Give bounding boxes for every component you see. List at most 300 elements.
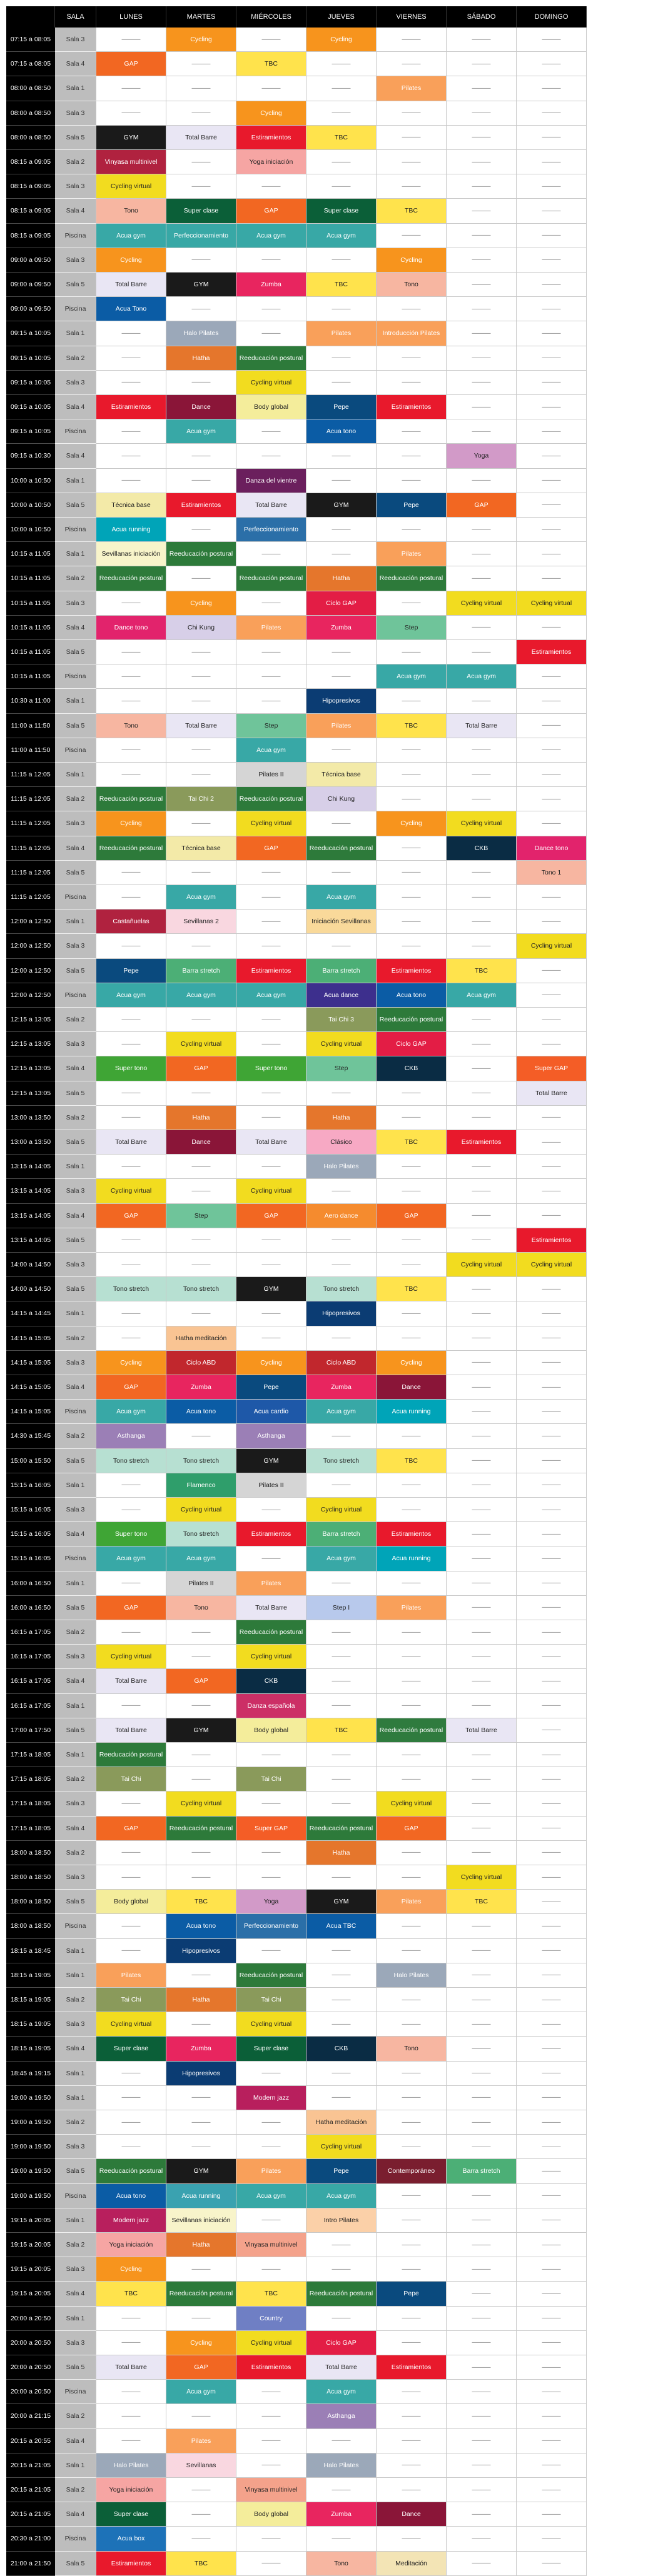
class-cell: Vinyasa multinivel — [96, 150, 166, 174]
time-slot: 16:00 a 16:50 — [6, 1571, 55, 1596]
time-slot: 15:15 a 16:05 — [6, 1522, 55, 1546]
empty-cell: ——— — [517, 787, 587, 811]
class-cell: Acua gym — [306, 1546, 377, 1571]
class-cell: GAP — [166, 1056, 236, 1081]
empty-cell: ——— — [447, 1351, 517, 1375]
empty-cell: ——— — [377, 2233, 447, 2257]
class-cell: TBC — [377, 1130, 447, 1155]
class-cell: Tono stretch — [306, 1449, 377, 1473]
class-cell: Pilates II — [236, 763, 306, 787]
empty-cell: ——— — [517, 1449, 587, 1473]
time-slot: 16:15 a 17:05 — [6, 1645, 55, 1669]
room-label: Sala 3 — [55, 2135, 96, 2159]
empty-cell: ——— — [306, 371, 377, 395]
empty-cell: ——— — [517, 1890, 587, 1914]
time-slot: 08:00 a 08:50 — [6, 76, 55, 101]
class-cell: Cycling — [166, 28, 236, 52]
empty-cell: ——— — [236, 1008, 306, 1032]
empty-cell: ——— — [306, 1253, 377, 1277]
empty-cell: ——— — [306, 2257, 377, 2282]
room-label: Sala 4 — [55, 2502, 96, 2527]
time-slot: 09:15 a 10:30 — [6, 444, 55, 468]
class-cell: GYM — [306, 493, 377, 518]
empty-cell: ——— — [306, 2086, 377, 2110]
class-cell: Total Barre — [96, 1130, 166, 1155]
empty-cell: ——— — [306, 2233, 377, 2257]
empty-cell: ——— — [166, 763, 236, 787]
empty-cell: ——— — [377, 52, 447, 76]
empty-cell: ——— — [96, 1571, 166, 1596]
time-slot: 20:15 a 21:05 — [6, 2502, 55, 2527]
time-slot: 11:15 a 12:05 — [6, 861, 55, 885]
room-label: Piscina — [55, 1400, 96, 1424]
room-label: Sala 2 — [55, 566, 96, 591]
empty-cell: ——— — [166, 861, 236, 885]
class-cell: Reeducación postural — [236, 1620, 306, 1645]
empty-cell: ——— — [377, 126, 447, 150]
class-cell: Pilates — [377, 542, 447, 566]
empty-cell: ——— — [236, 885, 306, 910]
class-cell: Cycling — [96, 248, 166, 273]
empty-cell: ——— — [96, 321, 166, 346]
empty-cell: ——— — [306, 1963, 377, 1988]
room-label: Sala 2 — [55, 346, 96, 371]
empty-cell: ——— — [96, 28, 166, 52]
empty-cell: ——— — [166, 1228, 236, 1253]
class-cell: Asthanga — [96, 1424, 166, 1448]
class-cell: Step — [377, 616, 447, 640]
class-cell: Barra stretch — [306, 959, 377, 983]
class-cell: Pilates — [377, 1596, 447, 1620]
empty-cell: ——— — [447, 1522, 517, 1546]
class-cell: Tono — [377, 273, 447, 297]
class-cell: Reeducación postural — [166, 1817, 236, 1841]
class-cell: Total Barre — [96, 273, 166, 297]
class-cell: Reeducación postural — [166, 542, 236, 566]
class-cell: Pilates — [236, 616, 306, 640]
class-cell: Modern jazz — [236, 2086, 306, 2110]
empty-cell: ——— — [166, 52, 236, 76]
class-cell: Tono stretch — [306, 1277, 377, 1301]
time-slot: 08:00 a 08:50 — [6, 101, 55, 126]
empty-cell: ——— — [96, 1081, 166, 1106]
class-cell: Pilates — [96, 1963, 166, 1988]
header-day: VIERNES — [377, 6, 447, 28]
time-slot: 10:15 a 11:05 — [6, 616, 55, 640]
room-label: Sala 4 — [55, 2429, 96, 2453]
time-slot: 11:00 a 11:50 — [6, 738, 55, 763]
empty-cell: ——— — [447, 2552, 517, 2576]
room-label: Sala 3 — [55, 2012, 96, 2037]
room-label: Sala 5 — [55, 1449, 96, 1473]
empty-cell: ——— — [96, 664, 166, 689]
class-cell: Cycling virtual — [166, 1032, 236, 1056]
empty-cell: ——— — [447, 150, 517, 174]
empty-cell: ——— — [306, 2012, 377, 2037]
empty-cell: ——— — [166, 1081, 236, 1106]
empty-cell: ——— — [447, 2282, 517, 2306]
class-cell: Super tono — [96, 1056, 166, 1081]
time-slot: 17:15 a 18:05 — [6, 1792, 55, 1816]
empty-cell: ——— — [96, 1914, 166, 1938]
room-label: Sala 5 — [55, 273, 96, 297]
class-cell: Cycling virtual — [166, 1498, 236, 1522]
class-cell: GAP — [96, 1596, 166, 1620]
room-label: Sala 3 — [55, 174, 96, 199]
empty-cell: ——— — [306, 297, 377, 321]
empty-cell: ——— — [377, 1988, 447, 2012]
time-slot: 13:15 a 14:05 — [6, 1204, 55, 1228]
class-cell: Castañuelas — [96, 910, 166, 934]
empty-cell: ——— — [517, 566, 587, 591]
empty-cell: ——— — [377, 2257, 447, 2282]
empty-cell: ——— — [236, 542, 306, 566]
empty-cell: ——— — [447, 1988, 517, 2012]
header-day: JUEVES — [306, 6, 377, 28]
empty-cell: ——— — [447, 763, 517, 787]
class-cell: GYM — [236, 1277, 306, 1301]
class-cell: Zumba — [236, 273, 306, 297]
class-cell: Zumba — [166, 2037, 236, 2061]
time-slot: 08:15 a 09:05 — [6, 224, 55, 248]
class-cell: Hatha — [166, 2233, 236, 2257]
class-cell: CKB — [377, 1056, 447, 1081]
empty-cell: ——— — [447, 419, 517, 444]
class-cell: Técnica base — [166, 836, 236, 861]
empty-cell: ——— — [517, 1743, 587, 1767]
room-label: Piscina — [55, 224, 96, 248]
empty-cell: ——— — [517, 2453, 587, 2478]
time-slot: 14:15 a 15:05 — [6, 1326, 55, 1351]
class-cell: Estiramientos — [517, 640, 587, 664]
empty-cell: ——— — [306, 469, 377, 493]
class-schedule-table — [6, 6, 652, 2567]
class-cell: Cycling virtual — [236, 371, 306, 395]
empty-cell: ——— — [377, 1228, 447, 1253]
class-cell: Total Barre — [236, 1130, 306, 1155]
empty-cell: ——— — [306, 2478, 377, 2502]
empty-cell: ——— — [377, 2135, 447, 2159]
empty-cell: ——— — [447, 1767, 517, 1792]
class-cell: Body global — [236, 2502, 306, 2527]
class-cell: Hatha — [306, 1841, 377, 1865]
room-label: Sala 5 — [55, 959, 96, 983]
class-cell: TBC — [377, 199, 447, 223]
empty-cell: ——— — [447, 199, 517, 223]
empty-cell: ——— — [96, 2062, 166, 2086]
class-cell: Reeducación postural — [96, 787, 166, 811]
empty-cell: ——— — [306, 1767, 377, 1792]
empty-cell: ——— — [517, 1546, 587, 1571]
empty-cell: ——— — [447, 2110, 517, 2135]
room-label: Sala 5 — [55, 1718, 96, 1743]
empty-cell: ——— — [236, 2453, 306, 2478]
class-cell: Estiramientos — [517, 1228, 587, 1253]
empty-cell: ——— — [166, 518, 236, 542]
empty-cell: ——— — [447, 2037, 517, 2061]
class-cell: TBC — [306, 1718, 377, 1743]
empty-cell: ——— — [447, 542, 517, 566]
empty-cell: ——— — [96, 76, 166, 101]
room-label: Piscina — [55, 738, 96, 763]
empty-cell: ——— — [517, 321, 587, 346]
empty-cell: ——— — [96, 885, 166, 910]
empty-cell: ——— — [236, 174, 306, 199]
class-cell: Sevillanas — [166, 2453, 236, 2478]
empty-cell: ——— — [236, 1155, 306, 1179]
room-label: Sala 3 — [55, 371, 96, 395]
room-label: Piscina — [55, 2527, 96, 2551]
empty-cell: ——— — [447, 1743, 517, 1767]
empty-cell: ——— — [377, 1179, 447, 1203]
time-slot: 19:15 a 20:05 — [6, 2282, 55, 2306]
empty-cell: ——— — [306, 664, 377, 689]
empty-cell: ——— — [166, 738, 236, 763]
time-slot: 12:15 a 13:05 — [6, 1081, 55, 1106]
room-label: Sala 4 — [55, 616, 96, 640]
empty-cell: ——— — [236, 2110, 306, 2135]
empty-cell: ——— — [166, 1767, 236, 1792]
class-cell: Halo Pilates — [377, 1963, 447, 1988]
empty-cell: ——— — [377, 934, 447, 958]
empty-cell: ——— — [447, 1400, 517, 1424]
class-cell: Reeducación postural — [306, 2282, 377, 2306]
empty-cell: ——— — [517, 199, 587, 223]
empty-cell: ——— — [377, 150, 447, 174]
class-cell: TBC — [236, 2282, 306, 2306]
class-cell: Yoga — [236, 1890, 306, 1914]
empty-cell: ——— — [377, 2404, 447, 2428]
empty-cell: ——— — [517, 983, 587, 1008]
class-cell: Cycling virtual — [96, 1179, 166, 1203]
class-cell: Hatha meditación — [306, 2110, 377, 2135]
empty-cell: ——— — [377, 2012, 447, 2037]
class-cell: Acua gym — [377, 664, 447, 689]
time-slot: 10:30 a 11:00 — [6, 689, 55, 713]
empty-cell: ——— — [447, 2527, 517, 2551]
empty-cell: ——— — [517, 371, 587, 395]
class-cell: Acua gym — [306, 2380, 377, 2404]
room-label: Sala 2 — [55, 2233, 96, 2257]
empty-cell: ——— — [306, 444, 377, 468]
class-cell: Super tono — [236, 1056, 306, 1081]
class-cell: Estiramientos — [96, 2552, 166, 2576]
room-label: Sala 1 — [55, 1939, 96, 1963]
room-label: Sala 1 — [55, 1571, 96, 1596]
class-cell: Tai Chi — [236, 1767, 306, 1792]
class-cell: Reeducación postural — [96, 1743, 166, 1767]
room-label: Sala 3 — [55, 811, 96, 836]
empty-cell: ——— — [236, 28, 306, 52]
empty-cell: ——— — [166, 934, 236, 958]
empty-cell: ——— — [96, 1326, 166, 1351]
class-cell: Cycling virtual — [96, 2012, 166, 2037]
empty-cell: ——— — [96, 371, 166, 395]
empty-cell: ——— — [447, 1792, 517, 1816]
class-cell: Total Barre — [447, 1718, 517, 1743]
time-slot: 10:00 a 10:50 — [6, 469, 55, 493]
room-label: Sala 1 — [55, 1694, 96, 1718]
empty-cell: ——— — [377, 1694, 447, 1718]
empty-cell: ——— — [166, 1963, 236, 1988]
room-label: Sala 5 — [55, 2552, 96, 2576]
class-cell: Cycling — [377, 811, 447, 836]
class-cell: Acua dance — [306, 983, 377, 1008]
empty-cell: ——— — [517, 1130, 587, 1155]
room-label: Sala 1 — [55, 1473, 96, 1498]
room-label: Sala 3 — [55, 1253, 96, 1277]
time-slot: 13:00 a 13:50 — [6, 1106, 55, 1130]
empty-cell: ——— — [236, 910, 306, 934]
class-cell: Total Barre — [166, 714, 236, 738]
class-cell: Cycling — [166, 591, 236, 616]
empty-cell: ——— — [517, 1817, 587, 1841]
class-cell: Pepe — [306, 2159, 377, 2183]
empty-cell: ——— — [96, 591, 166, 616]
empty-cell: ——— — [166, 150, 236, 174]
class-cell: Cycling virtual — [96, 174, 166, 199]
empty-cell: ——— — [377, 346, 447, 371]
class-cell: Acua gym — [306, 885, 377, 910]
empty-cell: ——— — [377, 1155, 447, 1179]
empty-cell: ——— — [166, 2404, 236, 2428]
class-cell: Tono stretch — [166, 1277, 236, 1301]
empty-cell: ——— — [306, 1424, 377, 1448]
class-cell: Cycling — [377, 248, 447, 273]
time-slot: 12:00 a 12:50 — [6, 910, 55, 934]
empty-cell: ——— — [447, 1228, 517, 1253]
empty-cell: ——— — [96, 1620, 166, 1645]
class-cell: Cycling — [306, 28, 377, 52]
room-label: Sala 3 — [55, 248, 96, 273]
time-slot: 07:15 a 08:05 — [6, 28, 55, 52]
class-cell: Sevillanas iniciación — [96, 542, 166, 566]
empty-cell: ——— — [236, 1081, 306, 1106]
class-cell: Cycling virtual — [377, 1792, 447, 1816]
time-slot: 13:15 a 14:05 — [6, 1228, 55, 1253]
class-cell: Clásico — [306, 1130, 377, 1155]
class-cell: Step — [236, 714, 306, 738]
empty-cell: ——— — [447, 371, 517, 395]
time-slot: 17:15 a 18:05 — [6, 1817, 55, 1841]
empty-cell: ——— — [166, 2527, 236, 2551]
empty-cell: ——— — [447, 2257, 517, 2282]
empty-cell: ——— — [447, 76, 517, 101]
empty-cell: ——— — [447, 2380, 517, 2404]
empty-cell: ——— — [517, 1204, 587, 1228]
empty-cell: ——— — [447, 1817, 517, 1841]
class-cell: TBC — [166, 1890, 236, 1914]
room-label: Sala 1 — [55, 2086, 96, 2110]
empty-cell: ——— — [517, 395, 587, 419]
empty-cell: ——— — [306, 738, 377, 763]
empty-cell: ——— — [306, 1228, 377, 1253]
time-slot: 16:15 a 17:05 — [6, 1620, 55, 1645]
empty-cell: ——— — [306, 1081, 377, 1106]
empty-cell: ——— — [96, 689, 166, 713]
room-label: Sala 1 — [55, 1963, 96, 1988]
empty-cell: ——— — [517, 493, 587, 518]
empty-cell: ——— — [377, 518, 447, 542]
empty-cell: ——— — [447, 910, 517, 934]
empty-cell: ——— — [96, 1008, 166, 1032]
empty-cell: ——— — [377, 1743, 447, 1767]
class-cell: TBC — [166, 2552, 236, 2576]
empty-cell: ——— — [517, 959, 587, 983]
empty-cell: ——— — [236, 689, 306, 713]
class-cell: Flamenco — [166, 1473, 236, 1498]
empty-cell: ——— — [517, 1792, 587, 1816]
class-cell: Cycling virtual — [306, 1032, 377, 1056]
empty-cell: ——— — [377, 836, 447, 861]
time-slot: 09:15 a 10:05 — [6, 346, 55, 371]
empty-cell: ——— — [377, 1326, 447, 1351]
header-day: MARTES — [166, 6, 236, 28]
class-cell: Zumba — [306, 1375, 377, 1400]
header-time — [6, 6, 55, 28]
time-slot: 16:15 a 17:05 — [6, 1669, 55, 1693]
room-label: Sala 3 — [55, 934, 96, 958]
empty-cell: ——— — [377, 469, 447, 493]
class-cell: Pilates — [166, 2429, 236, 2453]
room-label: Sala 1 — [55, 469, 96, 493]
empty-cell: ——— — [166, 444, 236, 468]
class-cell: Tai Chi 2 — [166, 787, 236, 811]
time-slot: 09:15 a 10:05 — [6, 419, 55, 444]
class-cell: Danza española — [236, 1694, 306, 1718]
empty-cell: ——— — [96, 2135, 166, 2159]
class-cell: Cycling virtual — [517, 934, 587, 958]
empty-cell: ——— — [166, 469, 236, 493]
empty-cell: ——— — [96, 2307, 166, 2331]
time-slot: 18:00 a 18:50 — [6, 1914, 55, 1938]
empty-cell: ——— — [517, 2527, 587, 2551]
empty-cell: ——— — [447, 346, 517, 371]
room-label: Sala 4 — [55, 444, 96, 468]
empty-cell: ——— — [517, 444, 587, 468]
empty-cell: ——— — [447, 1473, 517, 1498]
room-label: Sala 1 — [55, 2453, 96, 2478]
class-cell: Perfeccionamiento — [166, 224, 236, 248]
empty-cell: ——— — [517, 2062, 587, 2086]
empty-cell: ——— — [447, 1106, 517, 1130]
class-cell: GAP — [166, 2355, 236, 2380]
class-cell: TBC — [377, 1449, 447, 1473]
class-cell: Pilates II — [236, 1473, 306, 1498]
empty-cell: ——— — [447, 2453, 517, 2478]
empty-cell: ——— — [447, 1056, 517, 1081]
room-label: Sala 4 — [55, 1375, 96, 1400]
empty-cell: ——— — [166, 811, 236, 836]
empty-cell: ——— — [377, 2184, 447, 2208]
empty-cell: ——— — [236, 1546, 306, 1571]
empty-cell: ——— — [447, 1179, 517, 1203]
empty-cell: ——— — [236, 1301, 306, 1326]
room-label: Sala 3 — [55, 1351, 96, 1375]
class-cell: Pepe — [306, 395, 377, 419]
class-cell: Tai Chi — [96, 1988, 166, 2012]
empty-cell: ——— — [517, 714, 587, 738]
empty-cell: ——— — [96, 2380, 166, 2404]
empty-cell: ——— — [166, 640, 236, 664]
class-cell: Tono — [96, 199, 166, 223]
time-slot: 12:15 a 13:05 — [6, 1032, 55, 1056]
empty-cell: ——— — [377, 1645, 447, 1669]
time-slot: 20:15 a 20:55 — [6, 2429, 55, 2453]
class-cell: Zumba — [306, 616, 377, 640]
class-cell: Acua gym — [166, 2380, 236, 2404]
empty-cell: ——— — [517, 1694, 587, 1718]
